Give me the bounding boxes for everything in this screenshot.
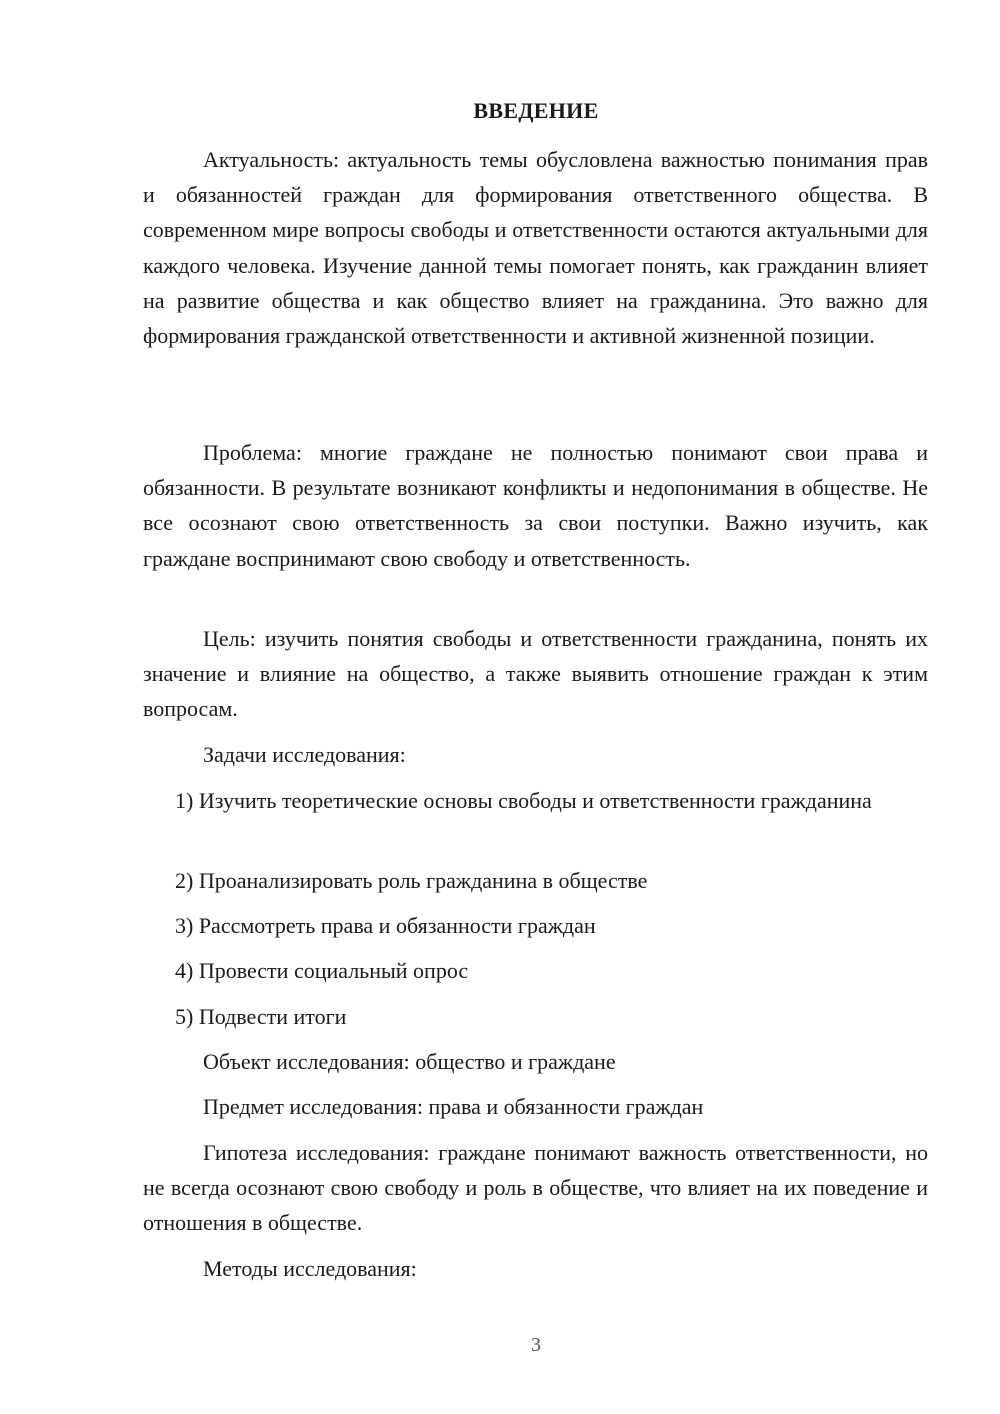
relevance-paragraph: Актуальность: актуальность темы обусловлена важностью понимания прав и обязанностей граждан для формирования ответственного общества. В современном мире вопросы свободы и ответственности остаются актуальными для каждого человека. Изучение данной темы помогает понять, как гражданин влияет на развитие общества и как общество влияет на гражданина. Это важно для формирования гражданской ответственности и активной жизненной позиции. <box>143 147 928 349</box>
task-item-4: 4) Провести социальный опрос <box>175 958 469 983</box>
subject-paragraph: Предмет исследования: права и обязанности граждан <box>203 1094 704 1119</box>
goal-paragraph: Цель: изучить понятия свободы и ответственности гражданина, понять их значение и влияние на общество, а также выявить отношение граждан к этим вопросам. <box>143 626 928 722</box>
task-item-1: 1) Изучить теоретические основы свободы и ответственности гражданина <box>175 788 872 813</box>
task-item-5: 5) Подвести итоги <box>175 1004 347 1029</box>
task-item-2: 2) Проанализировать роль гражданина в обществе <box>175 868 648 893</box>
hypothesis-paragraph: Гипотеза исследования: граждане понимают важность ответственности, но не всегда осознают свою свободу и роль в обществе, что влияет на их поведение и отношения в обществе. <box>143 1140 928 1236</box>
task-item-3: 3) Рассмотреть права и обязанности граждан <box>175 913 596 938</box>
problem-paragraph: Проблема: многие граждане не полностью понимают свои права и обязанности. В результате возникают конфликты и недопонимания в обществе. Не все осознают свою ответственность за свои поступки. Важно изучить, как граждане воспринимают свою свободу и ответственность. <box>143 440 928 571</box>
object-paragraph: Объект исследования: общество и граждане <box>203 1049 616 1074</box>
tasks-heading: Задачи исследования: <box>203 742 406 767</box>
page-number: 3 <box>531 1334 541 1356</box>
methods-heading: Методы исследования: <box>203 1256 417 1281</box>
section-heading: ВВЕДЕНИЕ <box>473 98 599 123</box>
